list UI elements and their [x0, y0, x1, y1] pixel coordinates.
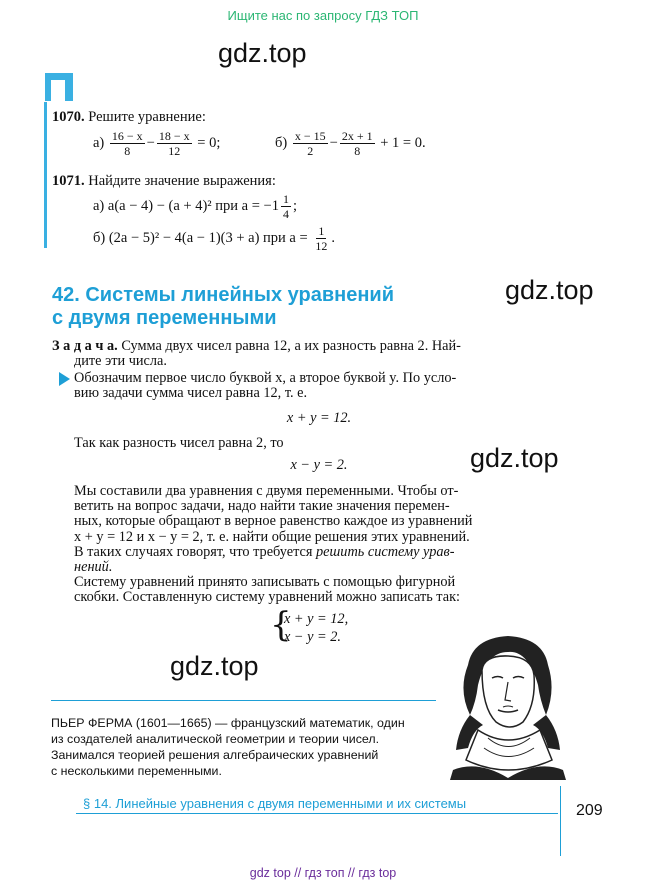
system-equation: x + y = 12, [284, 611, 349, 627]
page-number: 209 [576, 802, 603, 819]
expression: б) (2a − 5)² − 4(a − 1)(3 + a) при a = [93, 230, 308, 246]
expression-end: ; [292, 198, 297, 214]
bio-line: ПЬЕР ФЕРМА (1601—1665) — французский математик, один [51, 716, 405, 730]
text-line: Обозначим первое число буквой x, а второе буквой y. По усло- [74, 370, 457, 386]
fraction: $\frac{1}{12}$ [315, 223, 328, 253]
exercise-number: 1071. [52, 173, 85, 189]
bio-line: с несколькими переменными. [51, 764, 222, 778]
exercise-number: 1070. [52, 109, 85, 125]
text-line: скобки. Составленную систему уравнений можно записать так: [74, 589, 460, 606]
equation-system [284, 610, 348, 646]
operator: − [329, 135, 338, 151]
exercise-marker-cutout [51, 80, 65, 101]
text-span: В таких случаях говорят, что требуется [74, 543, 317, 560]
watermark: gdz.top [470, 443, 559, 473]
bio-divider [51, 700, 436, 701]
text-line: Так как разность чисел равна 2, то [74, 435, 284, 451]
task-paragraph [52, 339, 562, 369]
watermark: gdz.top [218, 38, 307, 68]
exercise-1070 [52, 108, 206, 126]
text-line: ветить на вопрос задачи, надо найти такие значения перемен- [74, 498, 450, 515]
system-equation: x − y = 2. [284, 629, 342, 645]
fraction: $\frac{16 - x}{8}$ [111, 128, 143, 158]
footer-divider [76, 813, 558, 814]
exercise-1071-a [93, 190, 297, 222]
section-title [52, 284, 472, 330]
text-line: Сумма двух чисел равна 12, а их разность равна 2. Най- [121, 338, 461, 354]
solution-start-icon [59, 372, 70, 386]
text-line: Мы составили два уравнения с двумя переменными. Чтобы от- [74, 483, 459, 499]
task-label: З а д а ч а. [52, 338, 118, 354]
bio-line: Занимался теорией решения алгебраических уравнений [51, 748, 379, 762]
watermark: gdz.top [505, 275, 594, 305]
paragraph [74, 484, 564, 606]
exercise-1071-b [93, 222, 335, 254]
exercise-task: Решите уравнение: [88, 109, 206, 125]
exercise-task: Найдите значение выражения: [88, 173, 276, 189]
operator: − [146, 135, 155, 151]
equation: x − y = 2. [290, 457, 348, 473]
fraction: $\frac{18 - x}{12}$ [158, 128, 190, 158]
exercise-side-bar [44, 102, 47, 248]
item-label: а) [93, 135, 105, 151]
fraction: $\frac{2x + 1}{8}$ [341, 128, 373, 158]
text-line: ных, которые обращают в верное равенство каждое из уравнений [74, 513, 473, 530]
exercise-1070-b [275, 126, 426, 160]
footer-section-title: § 14. Линейные уравнения с двумя переменными и их системы [83, 796, 467, 811]
emphasis: решить систему урав- [316, 543, 455, 560]
section-title-line: 42. Системы линейных уравнений [52, 284, 395, 306]
equation-end: + 1 = 0. [380, 135, 426, 151]
expression-end: . [331, 230, 335, 246]
fraction: $\frac{x - 15}{2}$ [294, 128, 326, 158]
expression: а) a(a − 4) − (a + 4)² при a = −1 [93, 198, 279, 214]
bottom-banner[interactable]: gdz top // гдз топ // гдз top [249, 866, 397, 880]
exercise-1070-a [93, 126, 220, 160]
equation: x + y = 12. [286, 410, 352, 426]
text-line: дите эти числа. [74, 353, 167, 370]
page-number-divider [560, 786, 561, 856]
top-banner[interactable]: Ищите нас по запросу ГДЗ ТОП [227, 8, 419, 23]
item-label: б) [275, 135, 288, 151]
solution-paragraph [74, 371, 564, 401]
watermark: gdz.top [170, 651, 259, 681]
text-line: x + y = 12 и x − y = 2, т. е. найти общие решения этих уравнений. [74, 528, 470, 545]
text-line: Систему уравнений принято записывать с помощью фигурной [74, 574, 456, 591]
section-title-line: с двумя переменными [52, 307, 277, 329]
exercise-1071 [52, 172, 276, 190]
biography [51, 715, 446, 779]
fermat-portrait-icon [448, 630, 568, 780]
bio-line: из создателей аналитической геометрии и теории чисел. [51, 732, 380, 746]
system-brace: { [270, 605, 292, 645]
text-line: вию задачи сумма чисел равна 12, т. е. [74, 385, 308, 402]
equation-end: = 0; [197, 135, 221, 151]
fraction: $\frac{1}{4}$ [282, 191, 289, 221]
emphasis: нений. [74, 559, 113, 576]
